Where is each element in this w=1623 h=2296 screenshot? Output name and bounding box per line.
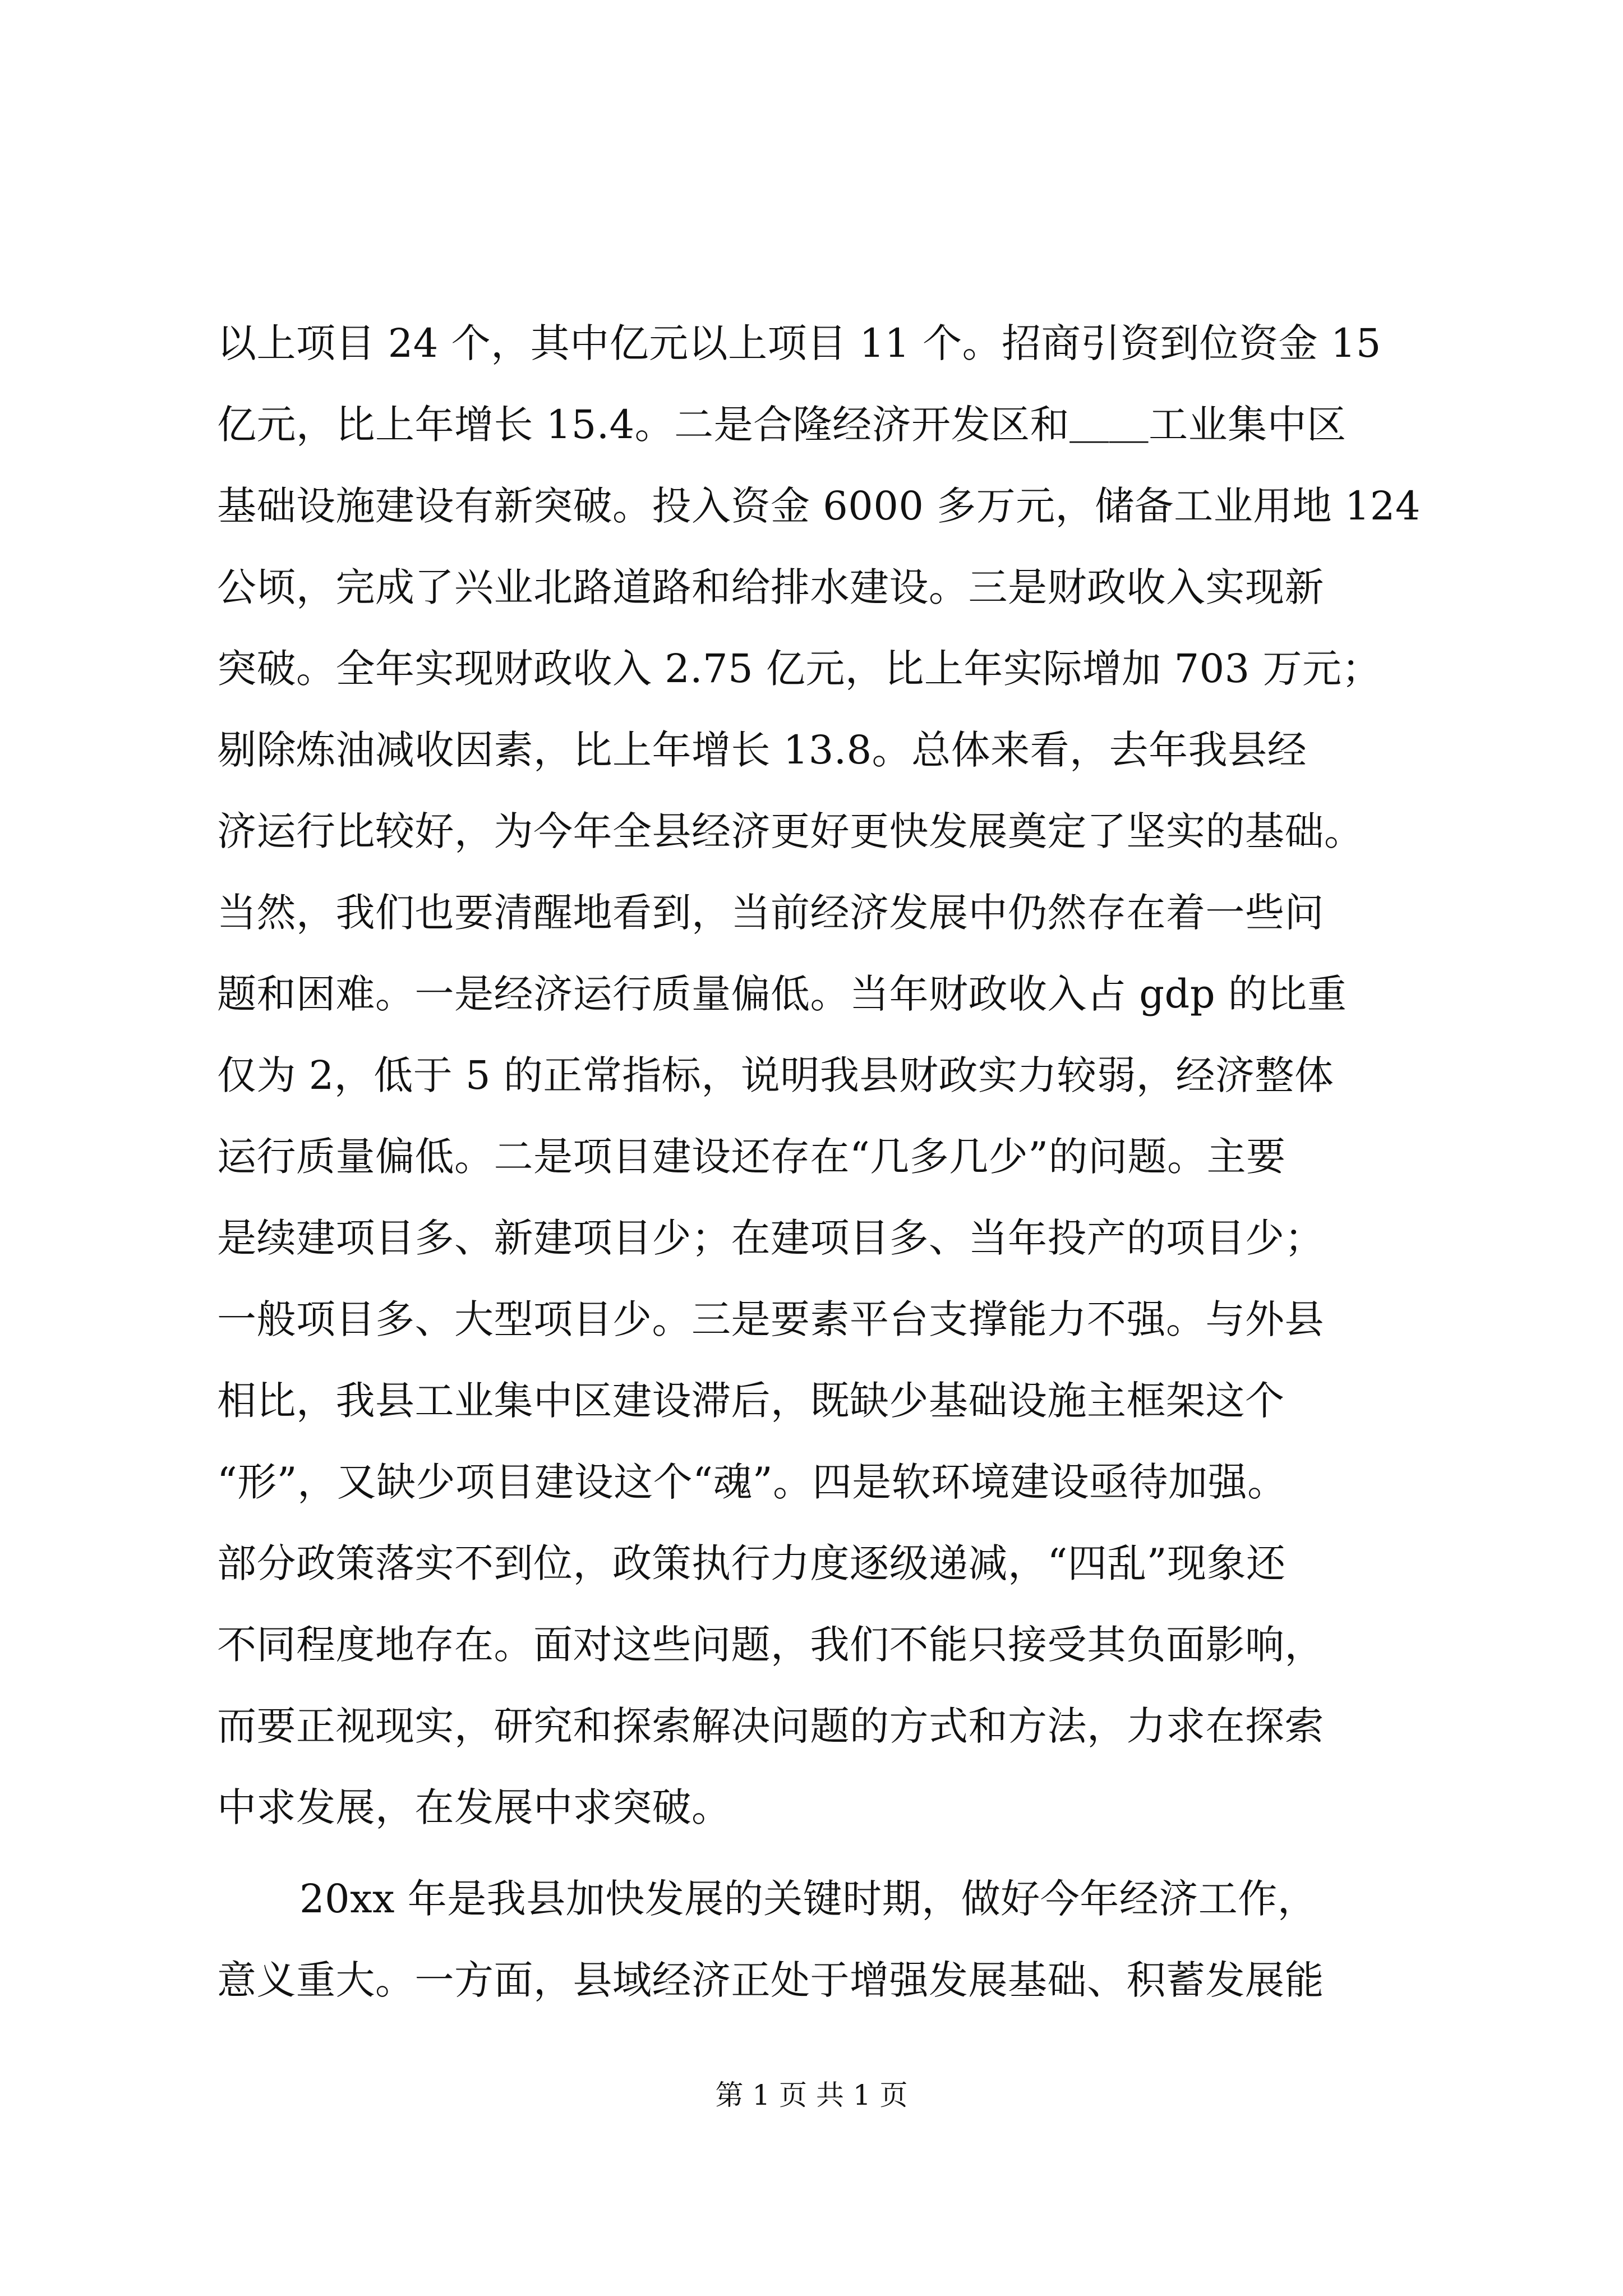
text-line: 运行质量偏低。二是项目建设还存在“几多几少”的问题。主要 xyxy=(217,1134,1286,1180)
document-body xyxy=(217,303,1421,2021)
text-line: 而要正视现实，研究和探索解决问题的方式和方法，力求在探索 xyxy=(217,1703,1324,1749)
text-line: 公顷，完成了兴业北路道路和给排水建设。三是财政收入实现新 xyxy=(217,564,1324,610)
text-line: 亿元，比上年增长 15.4。二是合隆经济开发区和＿＿工业集中区 xyxy=(217,402,1347,448)
page-number-footer: 第 1 页 共 1 页 xyxy=(715,2079,908,2111)
text-line: 中求发展，在发展中求突破。 xyxy=(217,1784,731,1830)
text-line: 一般项目多、大型项目少。三是要素平台支撑能力不强。与外县 xyxy=(217,1296,1324,1342)
text-line: 意义重大。一方面，县域经济正处于增强发展基础、积蓄发展能 xyxy=(217,1957,1324,2003)
text-line: 基础设施建设有新突破。投入资金 6000 多万元，储备工业用地 124 xyxy=(217,483,1421,529)
text-line: 是续建项目多、新建项目少；在建项目多、当年投产的项目少； xyxy=(217,1215,1324,1261)
text-line: 仅为 2，低于 5 的正常指标，说明我县财政实力较弱，经济整体 xyxy=(217,1052,1334,1098)
text-line: 当然，我们也要清醒地看到，当前经济发展中仍然存在着一些问 xyxy=(217,890,1324,936)
text-line: 剔除炼油减收因素，比上年增长 13.8。总体来看，去年我县经 xyxy=(217,727,1307,773)
text-line: 济运行比较好，为今年全县经济更好更快发展奠定了坚实的基础。 xyxy=(217,808,1364,854)
paragraph-start-line: 20xx 年是我县加快发展的关键时期，做好今年经济工作， xyxy=(299,1876,1317,1922)
text-line: 相比，我县工业集中区建设滞后，既缺少基础设施主框架这个 xyxy=(217,1378,1285,1424)
text-line: 以上项目 24 个，其中亿元以上项目 11 个。招商引资到位资金 15 xyxy=(217,320,1381,366)
text-line: “形”，又缺少项目建设这个“魂”。四是软环境建设亟待加强。 xyxy=(217,1459,1287,1505)
text-line: 题和困难。一是经济运行质量偏低。当年财政收入占 gdp 的比重 xyxy=(217,971,1347,1017)
text-line: 部分政策落实不到位，政策执行力度逐级递减，“四乱”现象还 xyxy=(217,1540,1286,1586)
text-line: 突破。全年实现财政收入 2.75 亿元，比上年实际增加 703 万元； xyxy=(217,646,1381,692)
text-line: 不同程度地存在。面对这些问题，我们不能只接受其负面影响， xyxy=(217,1622,1324,1668)
